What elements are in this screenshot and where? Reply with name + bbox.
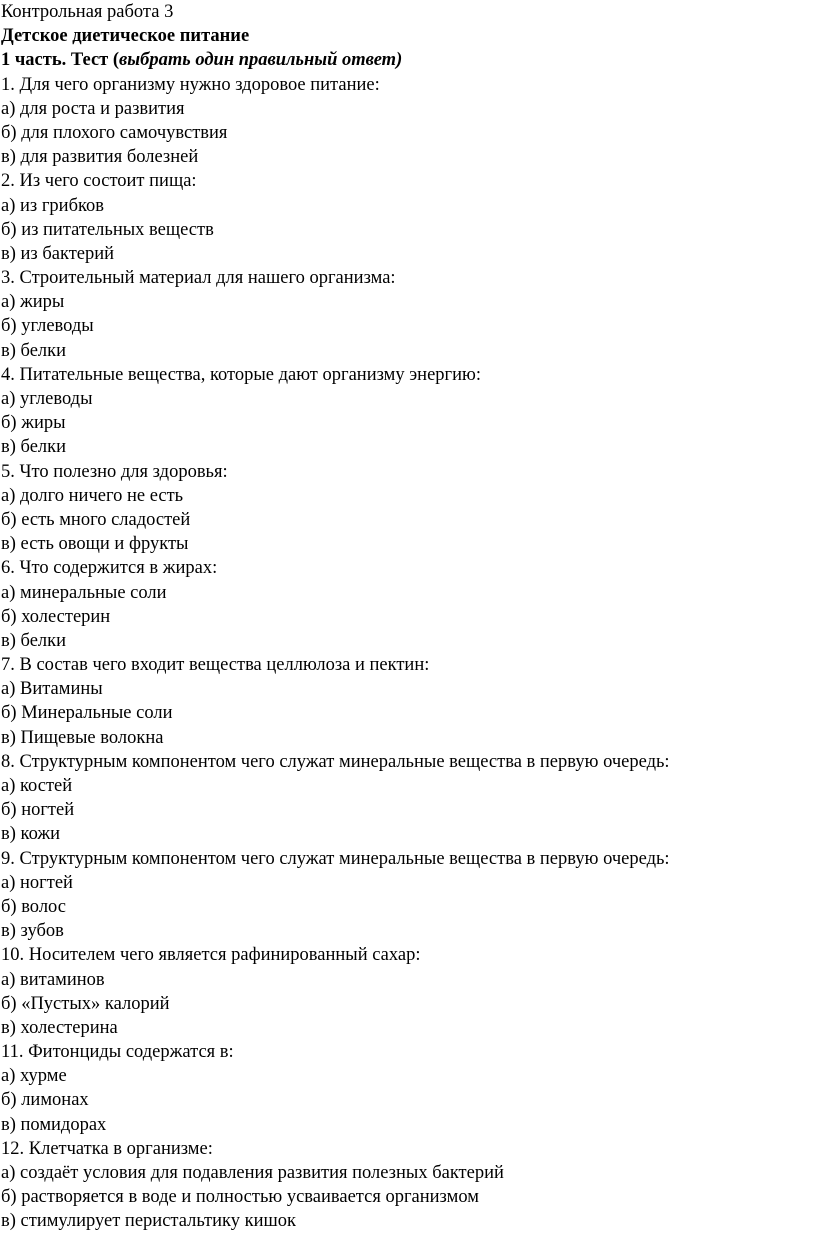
answer-option: в) помидорах [1,1114,107,1135]
question-text: 9. Структурным компонентом чего служат минеральные вещества в первую очередь: [1,848,670,869]
question-text: 4. Питательные вещества, которые дают организму энергию: [1,364,481,385]
answer-option: б) жиры [1,413,66,434]
question-8 [1,750,813,847]
question-2 [1,169,813,266]
answer-option: б) ногтей [1,800,75,821]
question-6 [1,556,813,653]
question-10 [1,943,813,1040]
answer-option: а) создаёт условия для подавления развития полезных бактерий [1,1163,504,1183]
question-12 [1,1137,813,1234]
answer-option: в) кожи [1,824,61,845]
question-11 [1,1040,813,1137]
question-4 [1,363,813,460]
question-text: 3. Строительный материал для нашего организма: [1,268,396,289]
part-instruction: выбрать один правильный ответ) [119,50,403,71]
answer-option: а) углеводы [1,389,93,409]
part-heading [1,48,813,72]
part-label: 1 часть. Тест ( [1,50,120,71]
answer-option: а) долго ничего не есть [1,485,184,506]
answer-option: а) жиры [1,292,65,313]
answer-option: б) Минеральные соли [1,703,173,724]
question-text: 10. Носителем чего является рафинированный сахар: [1,945,421,966]
answer-option: б) есть много сладостей [1,509,191,530]
subject-title: Детское диетическое питание [1,26,250,47]
answer-option: а) хурме [1,1066,67,1087]
question-text: 8. Структурным компонентом чего служат минеральные вещества в первую очередь: [1,751,670,772]
question-text: 11. Фитонциды содержатся в: [1,1042,234,1063]
question-7 [1,653,813,750]
answer-option: в) зубов [1,921,64,942]
answer-option: б) растворяется в воде и полностью усваивается организмом [1,1187,479,1208]
answer-option: в) белки [1,630,67,651]
answer-option: в) Пищевые волокна [1,727,164,748]
answer-option: а) минеральные соли [1,582,167,603]
answer-option: в) есть овощи и фрукты [1,534,189,555]
answer-option: б) холестерин [1,606,111,627]
question-text: 12. Клетчатка в организме: [1,1138,213,1159]
question-text: 1. Для чего организму нужно здоровое питание: [1,74,380,95]
answer-option: б) «Пустых» калорий [1,993,170,1014]
answer-option: б) волос [1,896,66,917]
answer-option: в) стимулирует перистальтику кишок [1,1211,297,1232]
question-text: 2. Из чего состоит пища: [1,171,197,192]
answer-option: а) из грибков [1,195,105,216]
answer-option: а) витаминов [1,969,105,990]
question-3 [1,266,813,363]
document-page [1,0,813,1234]
question-1 [1,73,813,170]
answer-option: б) из питательных веществ [1,219,214,240]
answer-option: в) холестерина [1,1017,118,1038]
answer-option: а) ногтей [1,872,73,893]
question-9 [1,847,813,944]
answer-option: а) Витамины [1,679,103,700]
answer-option: а) костей [1,776,73,796]
answer-option: в) белки [1,340,67,361]
answer-option: б) углеводы [1,316,94,337]
question-list [1,73,813,1234]
work-title: Контрольная работа 3 [1,2,174,22]
question-text: 6. Что содержится в жирах: [1,558,218,579]
answer-option: б) для плохого самочувствия [1,122,228,143]
answer-option: б) лимонах [1,1090,89,1111]
answer-option: в) для развития болезней [1,147,199,168]
answer-option: а) для роста и развития [1,98,185,119]
question-5 [1,460,813,557]
question-text: 7. В состав чего входит вещества целлюлоза и пектин: [1,655,430,676]
question-text: 5. Что полезно для здоровья: [1,461,228,482]
answer-option: в) из бактерий [1,243,115,264]
answer-option: в) белки [1,437,67,458]
